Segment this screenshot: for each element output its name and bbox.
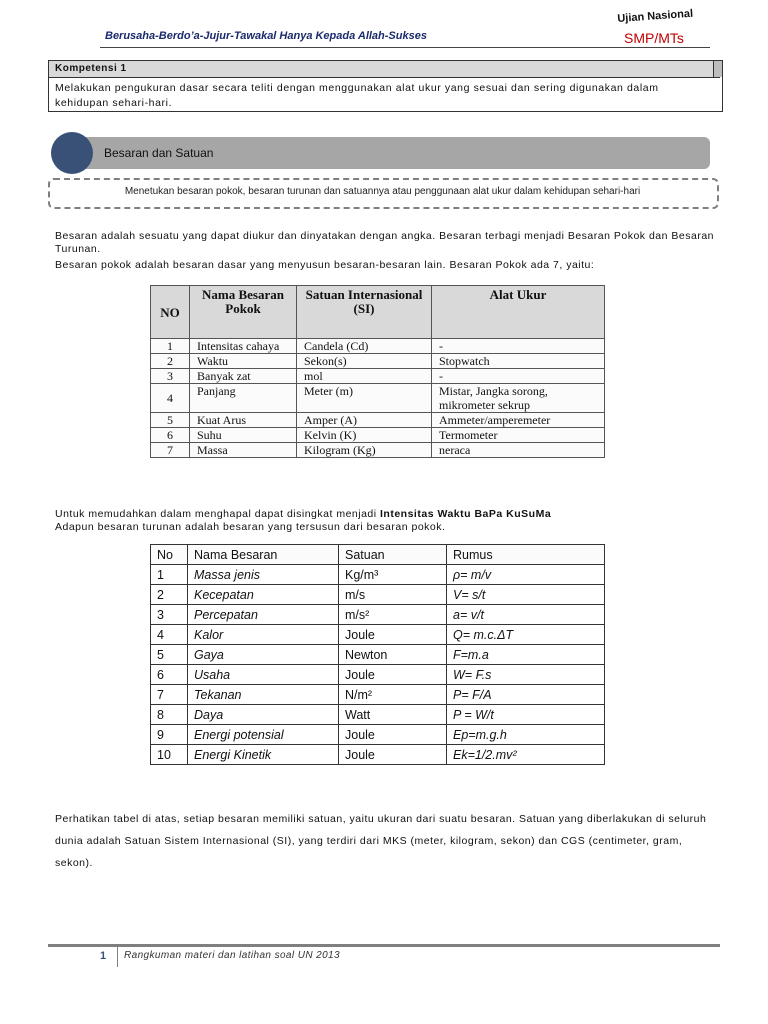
cell-rumus: W= F.s bbox=[447, 665, 605, 685]
cell-no: 9 bbox=[151, 725, 188, 745]
cell-satuan: Joule bbox=[339, 745, 447, 765]
cell-no: 6 bbox=[151, 428, 190, 443]
cell-nama-besaran: Suhu bbox=[190, 428, 297, 443]
cell-rumus: V= s/t bbox=[447, 585, 605, 605]
cell-satuan: Watt bbox=[339, 705, 447, 725]
table-row bbox=[151, 605, 605, 625]
cell-satuan: m/s² bbox=[339, 605, 447, 625]
column-header-satuan: Satuan Internasional (SI) bbox=[297, 286, 432, 339]
exam-title: Ujian Nasional bbox=[617, 7, 694, 25]
cell-satuan: Sekon(s) bbox=[297, 354, 432, 369]
cell-rumus: Ek=1/2.mv² bbox=[447, 745, 605, 765]
table-row bbox=[151, 369, 605, 384]
table-row bbox=[151, 665, 605, 685]
cell-nama-besaran: Percepatan bbox=[188, 605, 339, 625]
cell-nama-besaran: Gaya bbox=[188, 645, 339, 665]
cell-nama-besaran: Intensitas cahaya bbox=[190, 339, 297, 354]
cell-rumus: a= v/t bbox=[447, 605, 605, 625]
column-header-satuan: Satuan bbox=[339, 545, 447, 565]
cell-nama-besaran: Waktu bbox=[190, 354, 297, 369]
cell-satuan: Joule bbox=[339, 625, 447, 645]
cell-no: 4 bbox=[151, 625, 188, 645]
indicator-text: Menetukan besaran pokok, besaran turunan dan satuannya atau penggunaan alat ukur dalam kehidupan sehari-hari bbox=[124, 186, 641, 197]
cell-satuan: m/s bbox=[339, 585, 447, 605]
column-header-alat: Alat Ukur bbox=[432, 286, 605, 339]
cell-rumus: F=m.a bbox=[447, 645, 605, 665]
cell-satuan: mol bbox=[297, 369, 432, 384]
section-bullet-circle bbox=[51, 132, 93, 174]
table-row bbox=[151, 705, 605, 725]
table-besaran-turunan bbox=[150, 544, 605, 765]
cell-nama-besaran: Panjang bbox=[190, 384, 297, 413]
cell-nama-besaran: Banyak zat bbox=[190, 369, 297, 384]
cell-satuan: N/m² bbox=[339, 685, 447, 705]
table-row bbox=[151, 585, 605, 605]
cell-alat-ukur: Termometer bbox=[432, 428, 605, 443]
footer-separator bbox=[117, 947, 118, 967]
cell-alat-ukur: neraca bbox=[432, 443, 605, 458]
mnemonic-text: Intensitas Waktu BaPa KuSuMa bbox=[380, 508, 552, 520]
mnemonic-prefix: Untuk memudahkan dalam menghapal dapat disingkat menjadi bbox=[55, 508, 381, 520]
table-row bbox=[151, 565, 605, 585]
header-motto: Berusaha-Berdo’a-Jujur-Tawakal Hanya Kepada Allah-Sukses bbox=[105, 30, 427, 42]
column-header-nama: Nama Besaran bbox=[188, 545, 339, 565]
cell-rumus: P= F/A bbox=[447, 685, 605, 705]
table-row bbox=[151, 685, 605, 705]
exam-level: SMP/MTs bbox=[624, 30, 684, 46]
cell-alat-ukur: - bbox=[432, 339, 605, 354]
cell-no: 4 bbox=[151, 384, 190, 413]
table-row bbox=[151, 339, 605, 354]
table-header-row bbox=[151, 286, 605, 339]
cell-no: 10 bbox=[151, 745, 188, 765]
cell-satuan: Amper (A) bbox=[297, 413, 432, 428]
cell-rumus: Q= m.c.ΔT bbox=[447, 625, 605, 645]
cell-alat-ukur: Ammeter/amperemeter bbox=[432, 413, 605, 428]
column-header-nama: Nama Besaran Pokok bbox=[190, 286, 297, 339]
cell-no: 3 bbox=[151, 605, 188, 625]
table-row bbox=[151, 384, 605, 413]
kompetensi-title: Kompetensi 1 bbox=[49, 61, 720, 78]
cell-rumus: Ep=m.g.h bbox=[447, 725, 605, 745]
cell-no: 5 bbox=[151, 645, 188, 665]
column-header-no: NO bbox=[151, 286, 190, 339]
cell-no: 7 bbox=[151, 443, 190, 458]
table-row bbox=[151, 354, 605, 369]
kompetensi-text: Melakukan pengukuran dasar secara teliti dengan menggunakan alat ukur yang sesuai dan sering digunakan dalam kehidupan sehari-hari. bbox=[55, 82, 659, 109]
paragraph-besaran-turunan: Adapun besaran turunan adalah besaran yang tersusun dari besaran pokok. bbox=[55, 521, 446, 533]
cell-nama-besaran: Daya bbox=[188, 705, 339, 725]
cell-nama-besaran: Usaha bbox=[188, 665, 339, 685]
kompetensi-header-cell bbox=[713, 61, 722, 77]
cell-alat-ukur: - bbox=[432, 369, 605, 384]
cell-rumus: P = W/t bbox=[447, 705, 605, 725]
cell-nama-besaran: Tekanan bbox=[188, 685, 339, 705]
cell-nama-besaran: Kuat Arus bbox=[190, 413, 297, 428]
column-header-rumus: Rumus bbox=[447, 545, 605, 565]
page-number: 1 bbox=[100, 950, 107, 962]
cell-no: 2 bbox=[151, 585, 188, 605]
cell-rumus: ρ= m/v bbox=[447, 565, 605, 585]
cell-no: 6 bbox=[151, 665, 188, 685]
cell-no: 7 bbox=[151, 685, 188, 705]
cell-satuan: Kelvin (K) bbox=[297, 428, 432, 443]
table-row bbox=[151, 443, 605, 458]
table-row bbox=[151, 745, 605, 765]
cell-satuan: Joule bbox=[339, 725, 447, 745]
cell-satuan: Candela (Cd) bbox=[297, 339, 432, 354]
cell-satuan: Kg/m³ bbox=[339, 565, 447, 585]
cell-nama-besaran: Kalor bbox=[188, 625, 339, 645]
column-header-no: No bbox=[151, 545, 188, 565]
table-row bbox=[151, 625, 605, 645]
paragraph-mnemonic bbox=[55, 508, 715, 521]
cell-satuan: Joule bbox=[339, 665, 447, 685]
header-divider bbox=[100, 47, 710, 48]
table-header-row bbox=[151, 545, 605, 565]
cell-nama-besaran: Massa jenis bbox=[188, 565, 339, 585]
footer-text: Rangkuman materi dan latihan soal UN 2013 bbox=[124, 950, 340, 961]
cell-no: 1 bbox=[151, 565, 188, 585]
cell-satuan: Meter (m) bbox=[297, 384, 432, 413]
table-row bbox=[151, 645, 605, 665]
cell-nama-besaran: Kecepatan bbox=[188, 585, 339, 605]
cell-satuan: Kilogram (Kg) bbox=[297, 443, 432, 458]
cell-satuan: Newton bbox=[339, 645, 447, 665]
cell-no: 2 bbox=[151, 354, 190, 369]
kompetensi-box bbox=[48, 60, 723, 112]
paragraph-definition: Besaran adalah sesuatu yang dapat diukur dan dinyatakan dengan angka. Besaran terbagi menjadi Besaran Pokok dan Besaran Turunan. bbox=[55, 230, 715, 255]
cell-no: 5 bbox=[151, 413, 190, 428]
cell-nama-besaran: Energi Kinetik bbox=[188, 745, 339, 765]
paragraph-besaran-pokok: Besaran pokok adalah besaran dasar yang menyusun besaran-besaran lain. Besaran Pokok ada 7, yaitu: bbox=[55, 259, 595, 271]
table-row bbox=[151, 725, 605, 745]
cell-no: 3 bbox=[151, 369, 190, 384]
cell-nama-besaran: Energi potensial bbox=[188, 725, 339, 745]
table-row bbox=[151, 413, 605, 428]
cell-no: 1 bbox=[151, 339, 190, 354]
cell-alat-ukur: Mistar, Jangka sorong, mikrometer sekrup bbox=[432, 384, 605, 413]
section-title: Besaran dan Satuan bbox=[104, 146, 214, 160]
footer-divider bbox=[48, 944, 720, 947]
cell-alat-ukur: Stopwatch bbox=[432, 354, 605, 369]
cell-no: 8 bbox=[151, 705, 188, 725]
table-row bbox=[151, 428, 605, 443]
cell-nama-besaran: Massa bbox=[190, 443, 297, 458]
table-besaran-pokok bbox=[150, 285, 605, 458]
paragraph-satuan: Perhatikan tabel di atas, setiap besaran memiliki satuan, yaitu ukuran dari suatu besaran. Satuan yang diberlakukan di seluruh dunia adalah Satuan Sistem Internasional (SI), yang terdiri dari MKS (meter, kilogram, sekon) dan CGS (centimeter, gram, sekon). bbox=[55, 813, 707, 869]
